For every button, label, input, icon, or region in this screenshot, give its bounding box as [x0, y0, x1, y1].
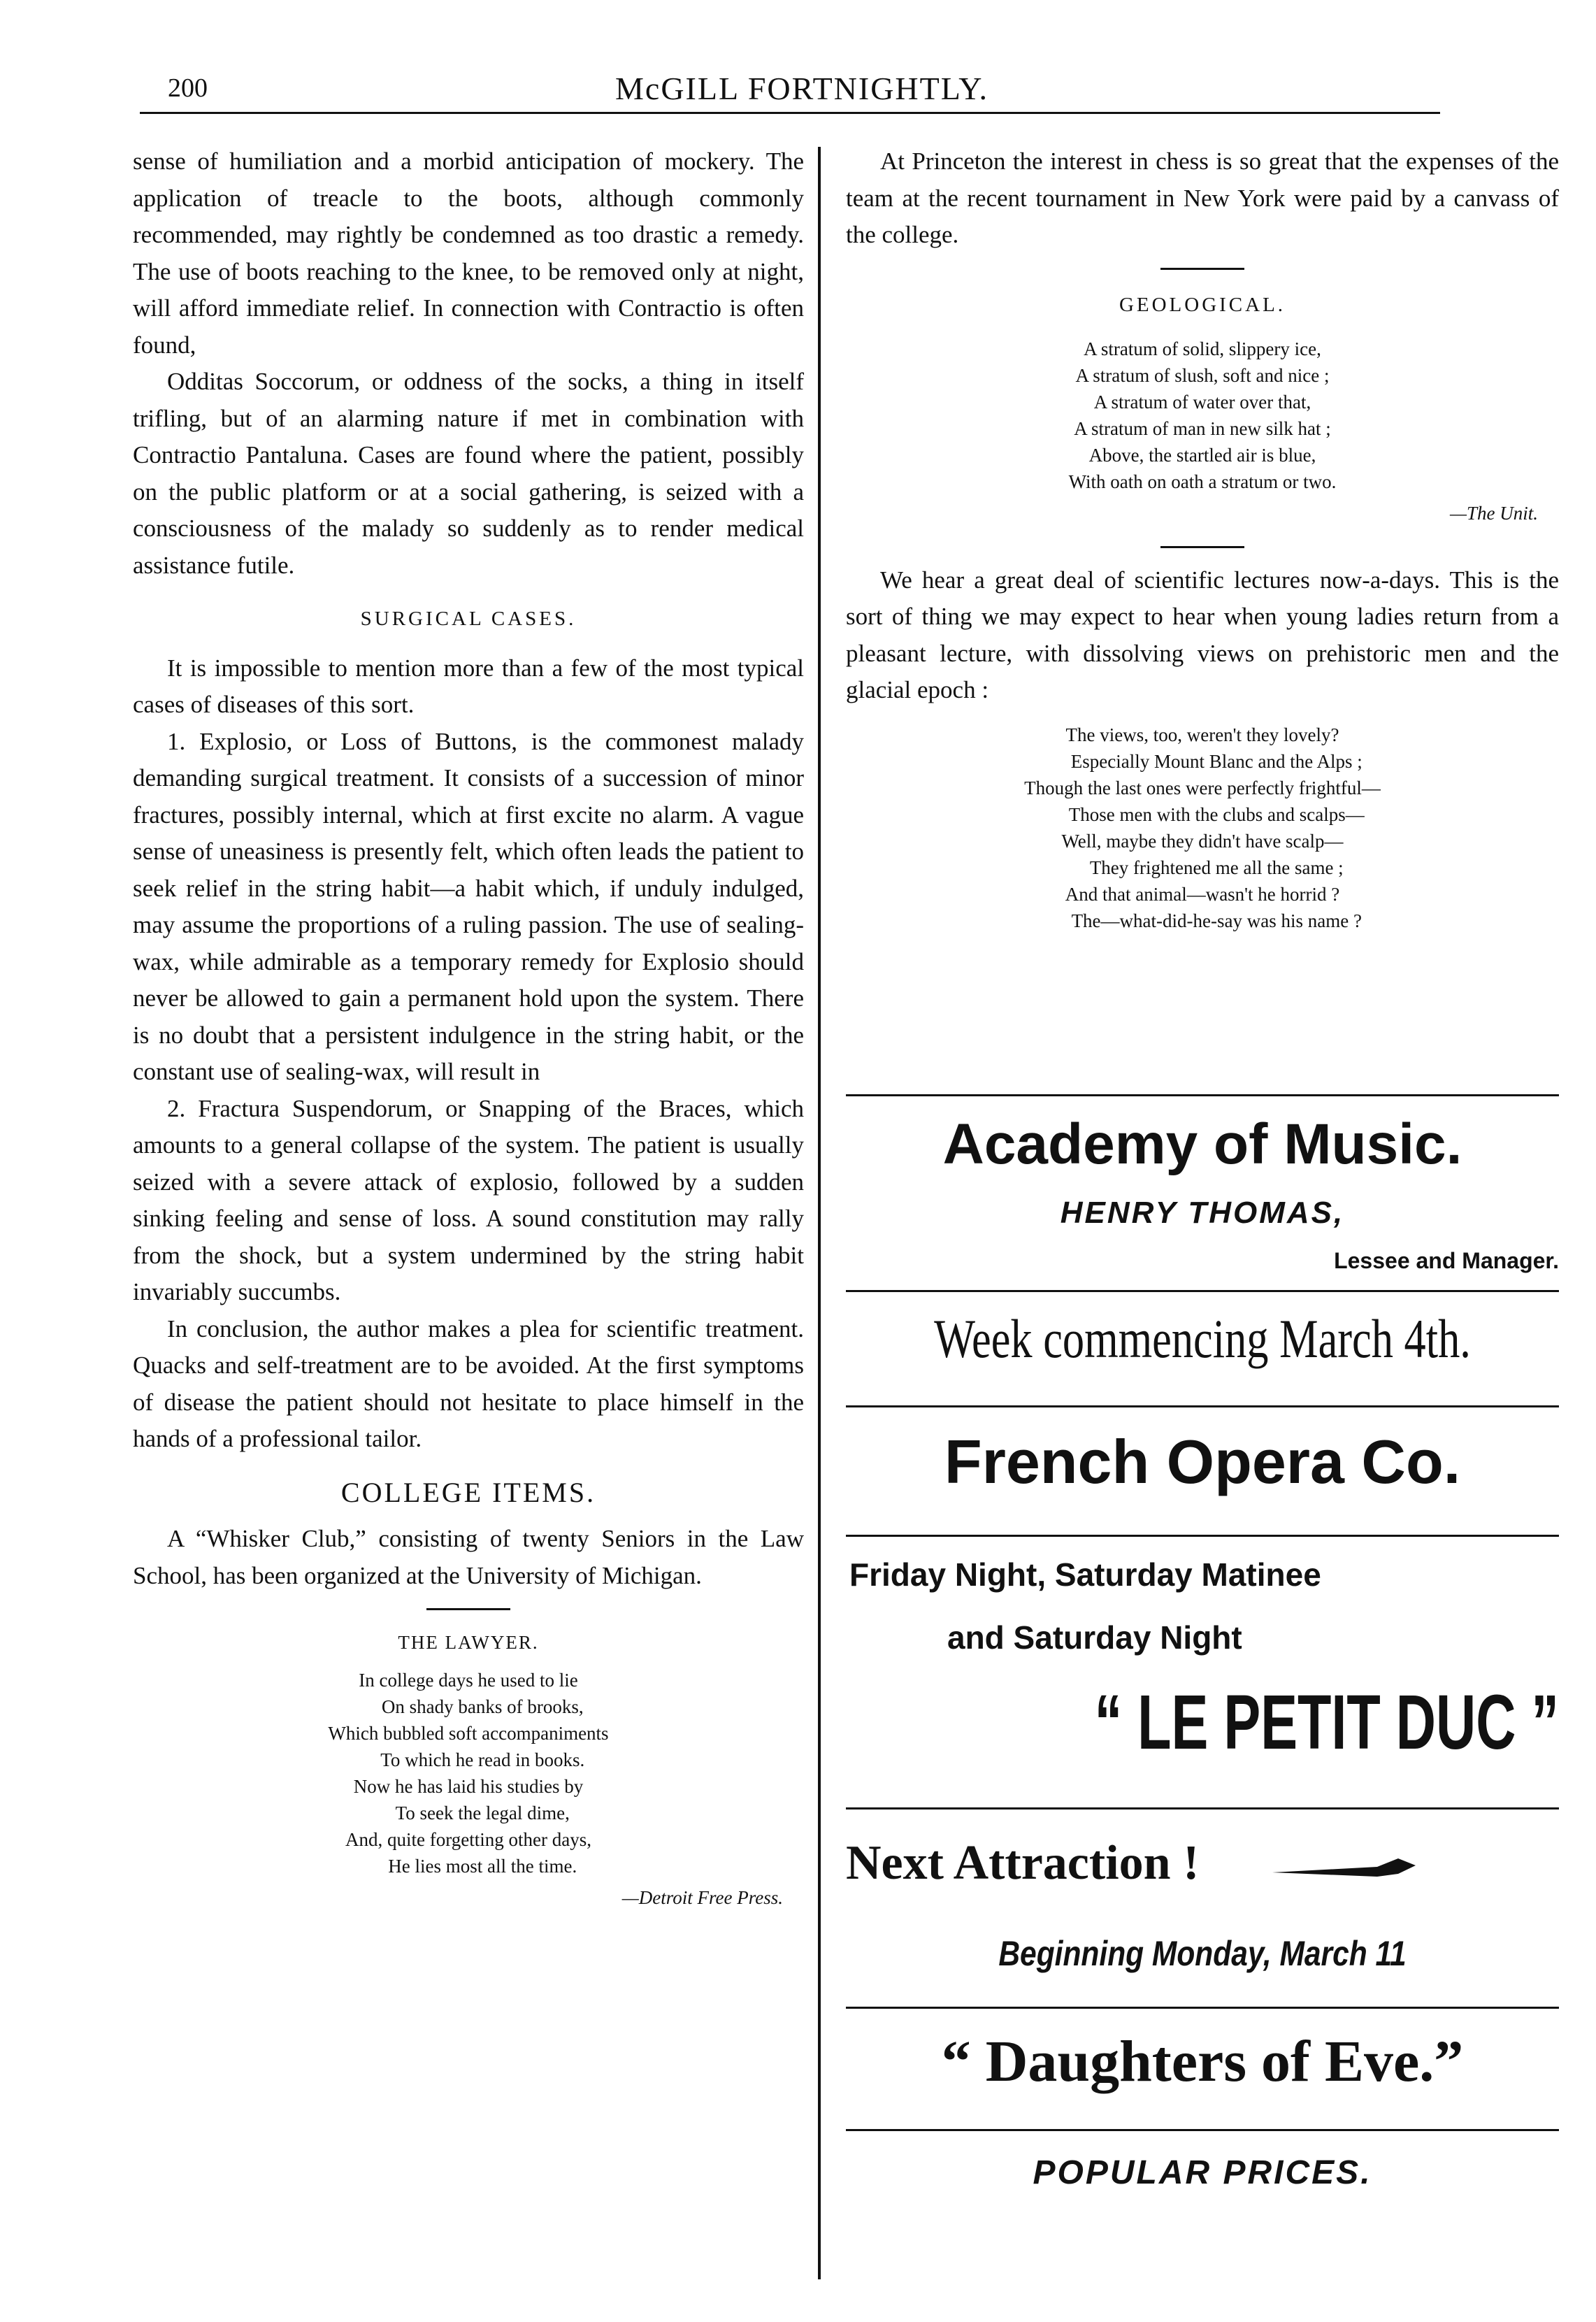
ad-days-line-2: and Saturday Night	[947, 1619, 1242, 1656]
divider	[426, 1608, 510, 1610]
ad-rule	[846, 2007, 1559, 2009]
poem-line: The—what-did-he-say was his name ?	[1071, 910, 1362, 931]
ad-rule	[846, 1405, 1559, 1407]
paragraph: At Princeton the interest in chess is so great that the expenses of the team at the recent tournament in New York were paid by a canvass of the college.	[846, 148, 1559, 248]
section-heading-college: COLLEGE ITEMS.	[340, 1476, 596, 1508]
paragraph: sense of humiliation and a morbid anticipation of mockery. The application of treacle to the boots, although commonly recommended, may rightly be condemned as too drastic a remedy. The use of boots reaching to the knee, to be removed only at night, will afford immediate relief. In connection with Contractio is often found,	[133, 148, 804, 359]
running-title: McGILL FORTNIGHTLY.	[615, 71, 989, 106]
poem-views	[846, 722, 1559, 934]
poem-line: On shady banks of brooks,	[381, 1696, 584, 1717]
poem-line: In college days he used to lie	[359, 1669, 578, 1691]
paragraph: In conclusion, the author makes a plea for scientific treatment. Quacks and self-treatment are to be avoided. At the first symptoms of disease the patient should not hesitate to place himself in the hands of a professional tailor.	[133, 1314, 804, 1452]
ad-next-show: “ Daughters of Eve.”	[941, 2029, 1464, 2094]
ad-manager-role: Lessee and Manager.	[1334, 1248, 1559, 1273]
ad-company: French Opera Co.	[944, 1427, 1461, 1496]
poem-line: A stratum of man in new silk hat ;	[1074, 418, 1331, 439]
ad-week: Week commencing March 4th.	[934, 1308, 1471, 1369]
ad-next-attraction: Next Attraction !	[846, 1836, 1200, 1890]
poem-line: To seek the legal dime,	[395, 1802, 570, 1823]
paragraph: 1. Explosio, or Loss of Buttons, is the commonest malady demanding surgical treatment. It consists of a succession of minor fractures, possibly internal, which at first excite no alarm. A vague sense of uneasiness is presently felt, which often leads the patient to seek relief in the string habit—a habit which, if unduly indulged, may assume the proportions of a ruling passion. The use of sealing-wax, while admirable as a temporary remedy for Explosio should never be allowed to gain a permanent hold upon the system. There is no doubt that a persistent indulgence in the string habit, or the constant use of sealing-wax, will result in	[133, 727, 804, 1085]
ad-venue: Academy of Music.	[942, 1112, 1462, 1176]
ad-rule	[846, 2129, 1559, 2131]
ad-manager: HENRY THOMAS,	[1060, 1196, 1345, 1230]
column-divider	[818, 147, 821, 2279]
poem-line: A stratum of slush, soft and nice ;	[1075, 365, 1330, 386]
paragraph: 2. Fractura Suspendorum, or Snapping of the Braces, which amounts to a general collapse of the system. The patient is usually seized with a severe attack of explosio, followed by a sudden sinking feeling and sense of loss. A sound constitution may rally from the shock, but a system undermined by the string habit invariably succumbs.	[133, 1094, 804, 1305]
left-column	[133, 143, 804, 1916]
poem-line: Well, maybe they didn't have scalp—	[1061, 830, 1344, 852]
ad-rule	[846, 1290, 1559, 1292]
poem-line: With oath on oath a stratum or two.	[1068, 471, 1337, 492]
right-column	[846, 143, 1559, 934]
poem-line: A stratum of solid, slippery ice,	[1084, 338, 1321, 359]
ad-prices: POPULAR PRICES.	[1033, 2154, 1372, 2191]
paragraph: Odditas Soccorum, or oddness of the socks, a thing in itself trifling, but of an alarming nature if met in combination with Contractio Pantaluna. Cases are found where the patient, possibly on the public platform or at a social gathering, is seized with a consciousness of the malady so suddenly as to render medical assistance futile.	[133, 368, 804, 579]
ad-rule	[846, 1807, 1559, 1809]
ad-rule	[846, 1535, 1559, 1537]
poem-lawyer	[133, 1667, 804, 1879]
poem-line: Though the last ones were perfectly frightful—	[1024, 777, 1381, 798]
paragraph: We hear a great deal of scientific lectures now-a-days. This is the sort of thing we may expect to hear when young ladies return from a pleasant lecture, with dissolving views on prehistoric men and the glacial epoch :	[846, 566, 1559, 703]
paragraph: A “Whisker Club,” consisting of twenty Seniors in the Law School, has been organized at the University of Michigan.	[133, 1525, 804, 1589]
ad-top-rule	[846, 1094, 1559, 1096]
poem-line: A stratum of water over that,	[1093, 392, 1311, 413]
header-rule	[140, 112, 1440, 114]
poem-line: And, quite forgetting other days,	[345, 1828, 591, 1850]
poem-line: To which he read in books.	[380, 1749, 585, 1770]
poem-line: Now he has laid his studies by	[353, 1775, 584, 1797]
poem-line: And that animal—wasn't he horrid ?	[1065, 883, 1340, 905]
ad-show: “ LE PETIT DUC ”	[1094, 1679, 1559, 1765]
poem-attribution: —The Unit.	[1449, 503, 1538, 524]
pointing-hand-icon	[1272, 1853, 1419, 1888]
poem-line: Which bubbled soft accompaniments	[328, 1722, 609, 1744]
section-heading-surgical: SURGICAL CASES.	[360, 608, 577, 630]
poem-geological	[846, 336, 1559, 495]
poem-line: They frightened me all the same ;	[1089, 857, 1344, 878]
poem-attribution: —Detroit Free Press.	[621, 1886, 783, 1908]
poem-line: Especially Mount Blanc and the Alps ;	[1070, 750, 1363, 772]
page-number: 200	[168, 73, 208, 103]
poem-line: Above, the startled air is blue,	[1088, 445, 1316, 466]
divider	[1160, 268, 1244, 270]
page-header	[140, 67, 1412, 116]
paragraph: It is impossible to mention more than a few of the most typical cases of diseases of this sort.	[133, 654, 804, 718]
ad-days-line-1: Friday Night, Saturday Matinee	[849, 1556, 1321, 1593]
poem-title: THE LAWYER.	[398, 1632, 539, 1653]
poem-line: Those men with the clubs and scalps—	[1068, 803, 1365, 825]
section-heading-geological: GEOLOGICAL.	[1119, 293, 1286, 316]
poem-line: The views, too, weren't they lovely?	[1065, 724, 1339, 745]
divider	[1160, 546, 1244, 548]
ad-beginning: Beginning Monday, March 11	[998, 1934, 1407, 1973]
poem-line: He lies most all the time.	[388, 1855, 577, 1877]
